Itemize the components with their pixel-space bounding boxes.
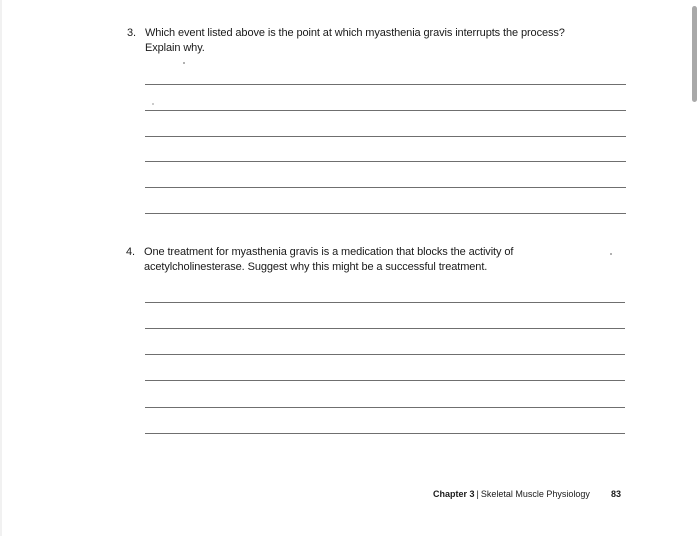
answer-line[interactable] — [145, 407, 625, 408]
question-number: 3. — [127, 27, 136, 39]
paper-speck — [183, 62, 185, 64]
chapter-label: Chapter 3 — [433, 489, 475, 499]
chapter-title: Skeletal Muscle Physiology — [480, 489, 590, 499]
answer-line[interactable] — [145, 110, 626, 111]
scrollbar-thumb[interactable] — [692, 6, 697, 102]
page-footer — [433, 488, 590, 500]
question-text-line: acetylcholinesterase. Suggest why this might be a successful treatment. — [144, 261, 488, 273]
question-text-line: Explain why. — [145, 42, 205, 54]
answer-line[interactable] — [145, 84, 626, 85]
answer-line[interactable] — [145, 161, 626, 162]
answer-line[interactable] — [145, 380, 625, 381]
page-edge — [0, 0, 2, 536]
answer-line[interactable] — [145, 302, 625, 303]
paper-speck — [152, 103, 154, 105]
answer-line[interactable] — [145, 433, 625, 434]
answer-line[interactable] — [145, 213, 626, 214]
answer-line[interactable] — [145, 136, 626, 137]
answer-line[interactable] — [145, 187, 626, 188]
question-number: 4. — [126, 246, 135, 258]
answer-line[interactable] — [145, 328, 625, 329]
footer-separator: | — [476, 489, 479, 499]
page-number: 83 — [611, 489, 622, 499]
answer-line[interactable] — [145, 354, 625, 355]
question-text — [145, 26, 615, 56]
question-text-line: Which event listed above is the point at which myasthenia gravis interrupts the process? — [145, 27, 565, 39]
vertical-scrollbar[interactable] — [690, 0, 700, 536]
question-text-line: One treatment for myasthenia gravis is a medication that blocks the activity of — [144, 246, 514, 258]
question-text — [144, 245, 614, 275]
